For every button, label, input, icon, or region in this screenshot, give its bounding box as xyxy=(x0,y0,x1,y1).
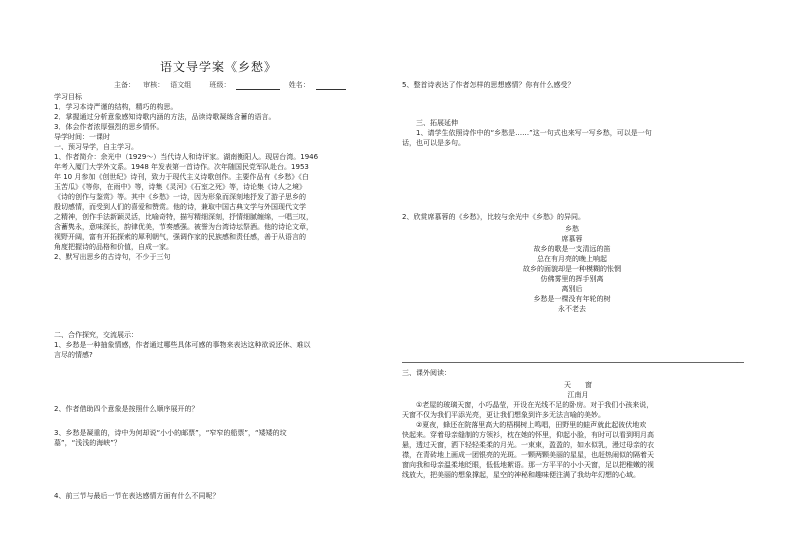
divider-line xyxy=(402,362,744,363)
intro-line: 角度把握诗的品格和价值，自成一家。 xyxy=(54,243,173,251)
intro-line: 1、作者简介：余光中（1929～）当代诗人和诗评家。湖南衡阳人。现居台湾。1946 xyxy=(54,153,319,161)
section1-heading: 一、预习导学，自主学习。 xyxy=(54,143,138,151)
chief-label: 主备： xyxy=(114,81,135,89)
reading-paragraph-1: 天窗不仅为我们平添光亮，更让我们想象到许多无法言喻的美妙。 xyxy=(402,411,605,419)
question-2: 2、作者借助四个意象是按照什么顺序展开的？ xyxy=(54,405,199,413)
poem-line: 乡愁是一棵没有年轮的树 xyxy=(533,295,611,303)
name-blank[interactable] xyxy=(316,82,346,90)
poem-title: 乡愁 xyxy=(565,225,579,233)
section2 xyxy=(54,330,394,360)
reviewer-label: 审核： xyxy=(143,81,165,89)
class-label: 班级： xyxy=(209,81,231,89)
class-blank[interactable] xyxy=(236,82,280,90)
question-3: 3、乡愁是凝重的，诗中为何却说“小小的邮票”，“窄窄的船票”，“矮矮的坟 xyxy=(54,429,287,437)
intro-line: 玉苦瓜》《等你，在雨中》等，诗集《灵河》《石室之死》等，诗论集《诗人之境》 xyxy=(54,183,306,191)
study-time: 导学时间：一课时 xyxy=(54,133,110,141)
question-4: 4、前三节与最后一节在表达感情方面有什么不同呢？ xyxy=(54,492,220,500)
objective-item: 3．体会作者浓厚强烈的思乡情怀。 xyxy=(54,123,164,131)
objective-item: 2．掌握通过分析意象感知诗歌内涵的方法，品读诗歌凝练含蓄的语言。 xyxy=(54,113,276,121)
question-1: 1、乡愁是一种抽象情感，作者通过哪些具体可感的事物来表达这种欲说还休、难以 xyxy=(54,341,311,349)
page-title: 语文导学案《乡愁》 xyxy=(160,60,278,74)
extension-1: 1、请学生依照诗作中的“乡愁是……”这一句式也来写一写乡愁，可以是一句 xyxy=(416,129,652,137)
reading-paragraph-2: 悬，透过天窗，洒下轻轻柔柔的月光。一束束，盈盈的，如水似乳，漫过母亲的衣 xyxy=(402,441,654,449)
intro-line: 殷切感情，而受到人们的喜爱和赞赏。他的诗，兼取中国古典文学与外国现代文学 xyxy=(54,203,306,211)
question-ancient-poems: 2、默写出思乡的古诗句，不少于三句 xyxy=(54,253,171,261)
question-4-block xyxy=(54,491,394,501)
section3-heading: 三、拓展延伸 xyxy=(416,119,458,127)
section2-heading: 二、合作探究，交流展示： xyxy=(54,331,138,339)
poem-line: 故乡的歌是一支清远的笛 xyxy=(533,245,611,253)
question-1: 言尽的情感? xyxy=(54,351,93,359)
reading-paragraph-2: 线放大，把美丽的想象撑起，星空的神秘和趣味便注满了我幼年幻想的心域。 xyxy=(402,471,640,479)
poem-author: 席慕蓉 xyxy=(561,235,583,243)
name-label: 姓名： xyxy=(288,81,310,89)
poem-line: 离别后 xyxy=(561,285,583,293)
reading-title: 天 窗 xyxy=(564,381,592,389)
divider-dot: · xyxy=(736,359,739,367)
extension-1: 话，也可以是多句。 xyxy=(402,139,465,147)
intro-line: 含蓄隽永，意味深长，韵律优美，节奏感强。被誉为台湾诗坛祭酒。他的诗论文章， xyxy=(54,223,313,231)
poem-line: 总在有月亮的晚上响起 xyxy=(537,255,607,263)
question-3-block xyxy=(54,428,394,448)
meta-line xyxy=(114,80,352,90)
intro-line: 年 10 月参加《创世纪》诗刊，致力于现代主义诗歌创作。主要作品有《乡愁》《白 xyxy=(54,173,309,181)
reading-heading: 三、课外阅读： xyxy=(402,369,451,377)
reading-paragraph-2: ②夏夜，蜂还在院落里高大的梧桐树上鸣唱，田野里的蛙声就此起彼伏地欢 xyxy=(416,421,647,429)
reading-section xyxy=(402,368,754,480)
reading-paragraph-2: 窗向我和母亲温柔地眨眼，低低地絮语。那一方平平的小小天窗，足以把稚嫩的视 xyxy=(402,461,654,469)
question-5: 5、整首诗表达了作者怎样的思想感情？你有什么感受？ xyxy=(402,81,575,89)
reading-paragraph-1: ①老屋的玻璃天窗，小巧晶莹，开设在光线不足的卧房。对于我们小孩来说， xyxy=(416,401,654,409)
objective-item: 1．学习本诗严谨的结构，精巧的构思。 xyxy=(54,103,178,111)
intro-line: 之精神，创作手法新颖灵活，比喻奇特，描写精细深刻，抒情细腻缠绵，一唱三叹， xyxy=(54,213,313,221)
objectives-heading: 学习目标 xyxy=(54,93,82,101)
poem-line: 永不老去 xyxy=(558,305,586,313)
intro-line: 视野开阔，富有开拓探索的犀利朝气，强调作家的民族感和责任感，善于从语言的 xyxy=(54,233,306,241)
section3 xyxy=(402,118,752,148)
question-2-block xyxy=(54,404,394,414)
intro-line: 年考入厦门大学外文系。1948 年发表第一首诗作。次年随国民党军队赴台。1953 xyxy=(54,163,309,171)
reviewer-value: 语文组 xyxy=(170,81,192,89)
poem-line: 故乡的面貌却是一种模糊的怅惘 xyxy=(523,265,621,273)
reading-paragraph-2: 快起来。穿着母亲缝制的方领衫，枕在她的怀里，仰起小脸，有时可以看到明月高 xyxy=(402,431,654,439)
question-3: 墓”，“浅浅的海峡”？ xyxy=(54,439,121,447)
extension-2-block xyxy=(402,212,752,222)
reading-author: 江南月 xyxy=(567,391,589,399)
intro-line: 《诗的创作与鉴赏》等。其中《乡愁》一诗，因为形象而深刻地抒发了游子思乡的 xyxy=(54,193,306,201)
reading-paragraph-2: 襟，在青砖地上画成一团银亮的光斑。一颗两颗美丽的星星，也赶热闹似的隔着天 xyxy=(402,451,654,459)
question-5-block xyxy=(402,80,752,90)
extension-2: 2、欣赏席慕蓉的《乡愁》，比较与余光中《乡愁》的异同。 xyxy=(402,213,585,221)
poem-line: 仿佛雾里的挥手别离 xyxy=(540,275,604,283)
poem-block xyxy=(472,224,672,314)
objectives-section xyxy=(54,92,394,262)
